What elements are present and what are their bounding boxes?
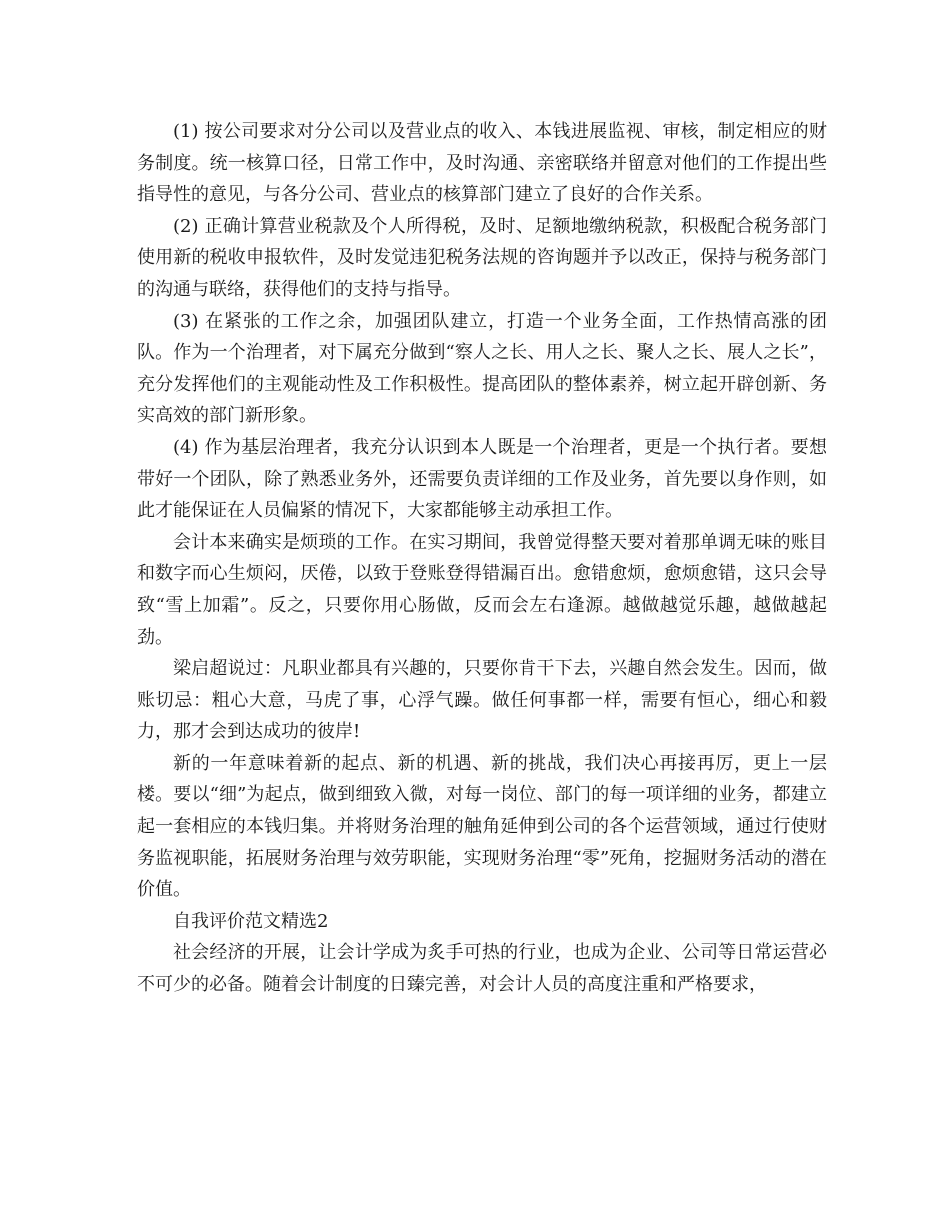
paragraph-7: 新的一年意味着新的起点、新的机遇、新的挑战，我们决心再接再厉，更上一层楼。要以“细”为起点，做到细致入微，对每一岗位、部门的每一项详细的业务，都建立起一套相应的本钱归集。并将财务治理的触角延伸到公司的各个运营领域，通过行使财务监视职能，拓展财务治理与效劳职能，实现财务治理“零”死角，挖掘财务活动的潜在价值。 (137, 752, 827, 901)
paragraph-3: (3) 在紧张的工作之余，加强团队建立，打造一个业务全面，工作热情高涨的团队。作为一个治理者，对下属充分做到“察人之长、用人之长、聚人之长、展人之长”，充分发挥他们的主观能动性及工作积极性。提高团队的整体素养，树立起开辟创新、务实高效的部门新形象。 (137, 310, 827, 427)
paragraph-1: (1) 按公司要求对分公司以及营业点的收入、本钱进展监视、审核，制定相应的财务制度。统一核算口径，日常工作中，及时沟通、亲密联络并留意对他们的工作提出些指导性的意见，与各分公司、营业点的核算部门建立了良好的合作关系。 (137, 121, 827, 206)
section-heading: 自我评价范文精选2 (173, 910, 329, 932)
paragraph-5: 会计本来确实是烦琐的工作。在实习期间，我曾觉得整天要对着那单调无味的账目和数字而心生烦闷，厌倦，以致于登账登得错漏百出。愈错愈烦，愈烦愈错，这只会导致“雪上加霜”。反之，只要你用心肠做，反而会左右逢源。越做越觉乐趣，越做越起劲。 (137, 531, 827, 648)
paragraph-2: (2) 正确计算营业税款及个人所得税，及时、足额地缴纳税款，积极配合税务部门使用新的税收申报软件，及时发觉违犯税务法规的咨询题并予以改正，保持与税务部门的沟通与联络，获得他们的支持与指导。 (137, 215, 827, 300)
document-body (137, 116, 827, 1001)
paragraph-4: (4) 作为基层治理者，我充分认识到本人既是一个治理者，更是一个执行者。要想带好一个团队，除了熟悉业务外，还需要负责详细的工作及业务，首先要以身作则，如此才能保证在人员偏紧的情况下，大家都能够主动承担工作。 (137, 436, 827, 522)
closing-paragraph: 社会经济的开展，让会计学成为炙手可热的行业，也成为企业、公司等日常运营必不可少的必备。随着会计制度的日臻完善，对会计人员的高度注重和严格要求， (137, 942, 827, 996)
paragraph-6: 梁启超说过：凡职业都具有兴趣的，只要你肯干下去，兴趣自然会发生。因而，做账切忌：粗心大意，马虎了事，心浮气躁。做任何事都一样，需要有恒心，细心和毅力，那才会到达成功的彼岸! (137, 658, 827, 743)
